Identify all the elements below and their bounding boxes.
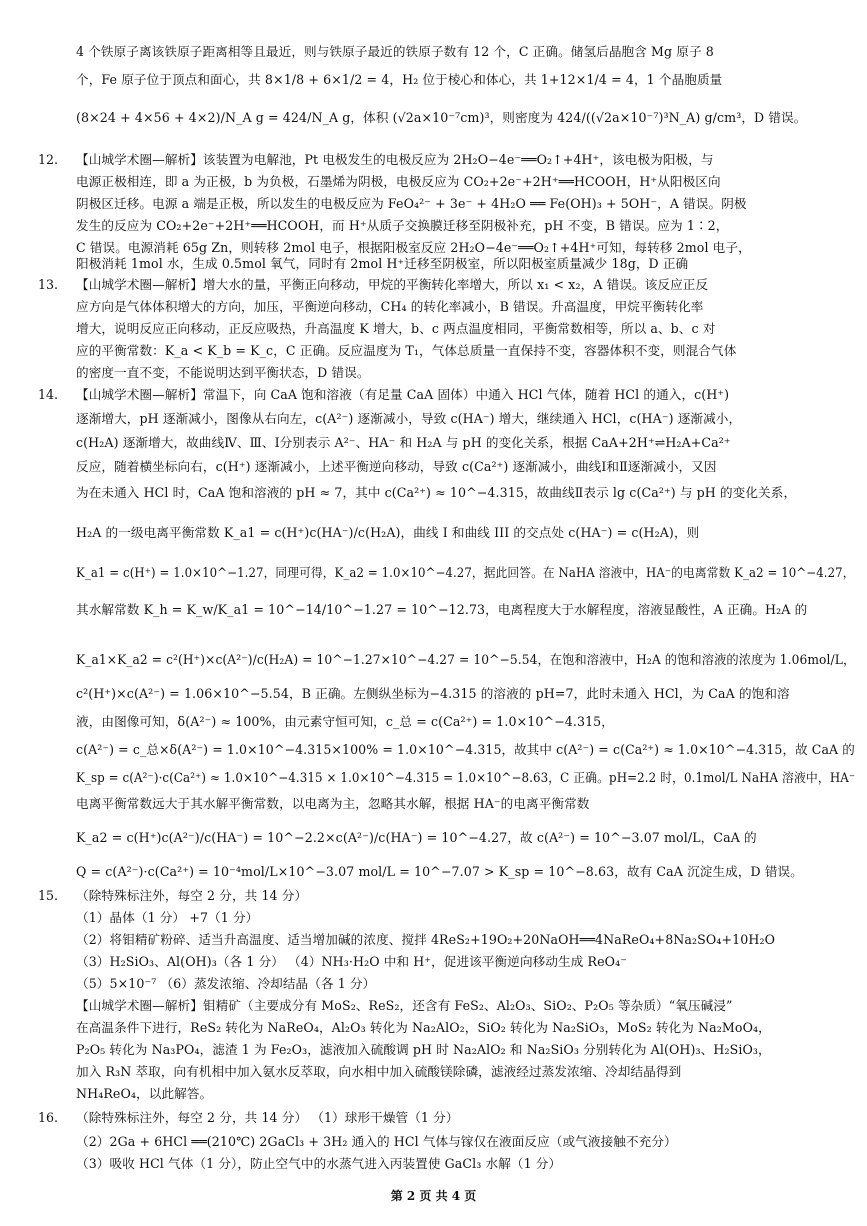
question-number-14: 14. [38,387,59,402]
text-line: 反应，随着横坐标向右，c(H⁺) 逐渐减小，上述平衡逆向移动，导致 c(Ca²⁺) 逐渐减小，曲线Ⅰ和Ⅱ逐渐减小，又因 [76,459,717,474]
question-number-15: 15. [38,888,59,903]
text-line: （除特殊标注外，每空 2 分，共 14 分） [76,888,308,903]
text-line: 【山城学术圈—解析】钼精矿（主要成分有 MoS₂、ReS₂，还含有 FeS₂、Al₂O₃、SiO₂、P₂O₅ 等杂质）“氧压碱浸” [76,998,733,1013]
text-line: （2）2Ga + 6HCl ══(210℃) 2GaCl₃ + 3H₂ 通入的 HCl 气体与镓仅在液面反应（或气液接触不充分） [76,1134,677,1149]
text-line: (8×24 + 4×56 + 4×2)/N_A g = 424/N_A g，体积 (√2a×10⁻⁷cm)³，则密度为 424/((√2a×10⁻⁷)³N_A) g/cm³，D 错误。 [76,110,807,125]
text-line: 增大，说明反应正向移动，正反应吸热，升高温度 K 增大，b、c 两点温度相同，平衡常数相等，所以 a、b、c 对 [76,321,716,336]
text-line: K_sp = c(A²⁻)·c(Ca²⁺) ≈ 1.0×10^−4.315 × 1.0×10^−4.315 = 1.0×10^−8.63，C 正确。pH=2.2 时，0.1mol/L NaHA 溶液中，HA⁻ [76,770,856,785]
text-line: c²(H⁺)×c(A²⁻) = 1.06×10^−5.54，B 正确。左侧纵坐标为−4.315 的溶液的 pH=7，此时未通入 HCl，为 CaA 的饱和溶 [76,686,790,701]
text-line: 阳极消耗 1mol 水，生成 0.5mol 氧气，同时有 2mol H⁺迁移至阴极室，所以阳极室质量减少 18g，D 正确 [76,256,689,271]
text-line: 在高温条件下进行，ReS₂ 转化为 NaReO₄，Al₂O₃ 转化为 Na₂AlO₂，SiO₂ 转化为 Na₂SiO₃，MoS₂ 转化为 Na₂MoO₄， [76,1020,771,1035]
text-line: 阴极区迁移。电源 a 端是正极，所以发生的电极反应为 FeO₄²⁻ + 3e⁻ + 4H₂O ══ Fe(OH)₃ + 5OH⁻，A 错误。阴极 [76,196,747,211]
text-line: （2）将钼精矿粉碎、适当升高温度、适当增加碱的浓度、搅拌 4ReS₂+19O₂+20NaOH══4NaReO₄+8Na₂SO₄+10H₂O [76,932,776,947]
text-line: K_a2 = c(H⁺)c(A²⁻)/c(HA⁻) = 10^−2.2×c(A²⁻)/c(HA⁻) = 10^−4.27，故 c(A²⁻) = 10^−3.07 mol/L，CaA 的 [76,830,757,845]
text-line: （5）5×10⁻⁷ （6）蒸发浓缩、冷却结晶（各 1 分） [76,976,376,991]
text-line: 加入 R₃N 萃取，向有机相中加入氨水反萃取，向水相中加入硫酸镁除磷，滤液经过蒸发浓缩、冷却结晶得到 [76,1064,682,1079]
question-number-16: 16. [38,1110,59,1125]
question-number-12: 12. [38,152,59,167]
page-footer: 第 2 页 共 4 页 [390,1189,477,1203]
text-line: c(A²⁻) = c_总×δ(A²⁻) = 1.0×10^−4.315×100% = 1.0×10^−4.315，故其中 c(A²⁻) = c(Ca²⁺) ≈ 1.0×10^−4.315，故 CaA 的 [76,742,855,757]
text-line: 为在未通入 HCl 时，CaA 饱和溶液的 pH ≈ 7，其中 c(Ca²⁺) ≈ 10^−4.315，故曲线Ⅱ表示 lg c(Ca²⁺) 与 pH 的变化关系， [76,485,797,500]
text-line: （3）吸收 HCl 气体（1 分），防止空气中的水蒸气进入丙装置使 GaCl₃ 水解（1 分） [76,1156,562,1171]
text-line: 发生的反应为 CO₂+2e⁻+2H⁺══HCOOH，而 H⁺从质子交换膜迁移至阴极补充，pH 不变，B 错误。应为 1∶2， [76,218,729,233]
text-line: NH₄ReO₄，以此解答。 [76,1086,213,1101]
text-line: K_a1 = c(H⁺) = 1.0×10^−1.27，同理可得，K_a2 = 1.0×10^−4.27，据此回答。在 NaHA 溶液中，HA⁻的电离常数 K_a2 = 10^−4.27， [76,565,855,580]
text-line: 4 个铁原子离该铁原子距离相等且最近，则与铁原子最近的铁原子数有 12 个，C 正确。储氢后晶胞含 Mg 原子 8 [76,44,714,59]
text-line: Q = c(A²⁻)·c(Ca²⁺) = 10⁻⁴mol/L×10^−3.07 mol/L = 10^−7.07 > K_sp = 10^−8.63，故有 CaA 沉淀生成，D 错误。 [76,864,803,879]
text-line: （1）晶体（1 分） +7（1 分） [76,910,259,925]
text-line: 应方向是气体体积增大的方向，加压，平衡逆向移动，CH₄ 的转化率减小，B 错误。升高温度，甲烷平衡转化率 [76,299,704,314]
text-line: （除特殊标注外，每空 2 分，共 14 分） （1）球形干燥管（1 分） [76,1110,459,1125]
text-line: 应的平衡常数：K_a < K_b = K_c，C 正确。反应温度为 T₁，气体总质量一直保持不变，容器体积不变，则混合气体 [76,343,737,358]
text-line: H₂A 的一级电离平衡常数 K_a1 = c(H⁺)c(HA⁻)/c(H₂A)，曲线 I 和曲线 III 的交点处 c(HA⁻) = c(H₂A)，则 [76,525,700,540]
text-line: 电离平衡常数远大于其水解平衡常数，以电离为主，忽略其水解，根据 HA⁻的电离平衡常数 [76,796,590,811]
text-line: 【山城学术圈—解析】常温下，向 CaA 饱和溶液（有足量 CaA 固体）中通入 HCl 气体，随着 HCl 的通入，c(H⁺) [76,387,730,402]
text-line: C 错误。电源消耗 65g Zn，则转移 2mol 电子，根据阳极室反应 2H₂O−4e⁻══O₂↑+4H⁺可知，每转移 2mol 电子， [76,240,751,255]
text-line: （3）H₂SiO₃、Al(OH)₃（各 1 分） （4）NH₃·H₂O 中和 H⁺，促进该平衡逆向移动生成 ReO₄⁻ [76,954,627,969]
text-line: 电源正极相连，即 a 为正极，b 为负极，石墨烯为阴极，电极反应为 CO₂+2e⁻+2H⁺══HCOOH，H⁺从阳极区向 [76,174,721,189]
text-line: 【山城学术圈—解析】该装置为电解池，Pt 电极发生的电极反应为 2H₂O−4e⁻══O₂↑+4H⁺，该电极为阳极，与 [76,152,714,167]
text-line: 液，由图像可知，δ(A²⁻) ≈ 100%，由元素守恒可知，c_总 = c(Ca²⁺) = 1.0×10^−4.315， [76,714,614,729]
text-line: 个，Fe 原子位于顶点和面心，共 8×1/8 + 6×1/2 = 4，H₂ 位于棱心和体心，共 1+12×1/4 = 4，1 个晶胞质量 [76,72,723,87]
text-line: K_a1×K_a2 = c²(H⁺)×c(A²⁻)/c(H₂A) = 10^−1.27×10^−4.27 = 10^−5.54，在饱和溶液中，H₂A 的饱和溶液的浓度为 1.06mol/L， [76,652,856,667]
text-line: 逐渐增大，pH 逐渐减小，图像从右向左，c(A²⁻) 逐渐减小，导致 c(HA⁻) 增大，继续通入 HCl，c(HA⁻) 逐渐减小， [76,411,742,426]
text-line: 的密度一直不变，不能说明达到平衡状态，D 错误。 [76,365,370,380]
question-number-13: 13. [38,277,59,292]
text-line: P₂O₅ 转化为 Na₃PO₄，滤渣 1 为 Fe₂O₃，滤液加入硫酸调 pH 时 Na₂AlO₂ 和 Na₂SiO₃ 分别转化为 Al(OH)₃、H₂SiO₃， [76,1042,771,1057]
text-line: 【山城学术圈—解析】增大水的量，平衡正向移动，甲烷的平衡转化率增大，所以 x₁ < x₂，A 错误。该反应正反 [76,277,709,292]
text-line: c(H₂A) 逐渐增大，故曲线Ⅳ、Ⅲ、Ⅰ分别表示 A²⁻、HA⁻ 和 H₂A 与 pH 的变化关系，根据 CaA+2H⁺⇌H₂A+Ca²⁺ [76,435,731,450]
text-line: 其水解常数 K_h = K_w/K_a1 = 10^−14/10^−1.27 = 10^−12.73，电离程度大于水解程度，溶液显酸性，A 正确。H₂A 的 [76,602,808,617]
